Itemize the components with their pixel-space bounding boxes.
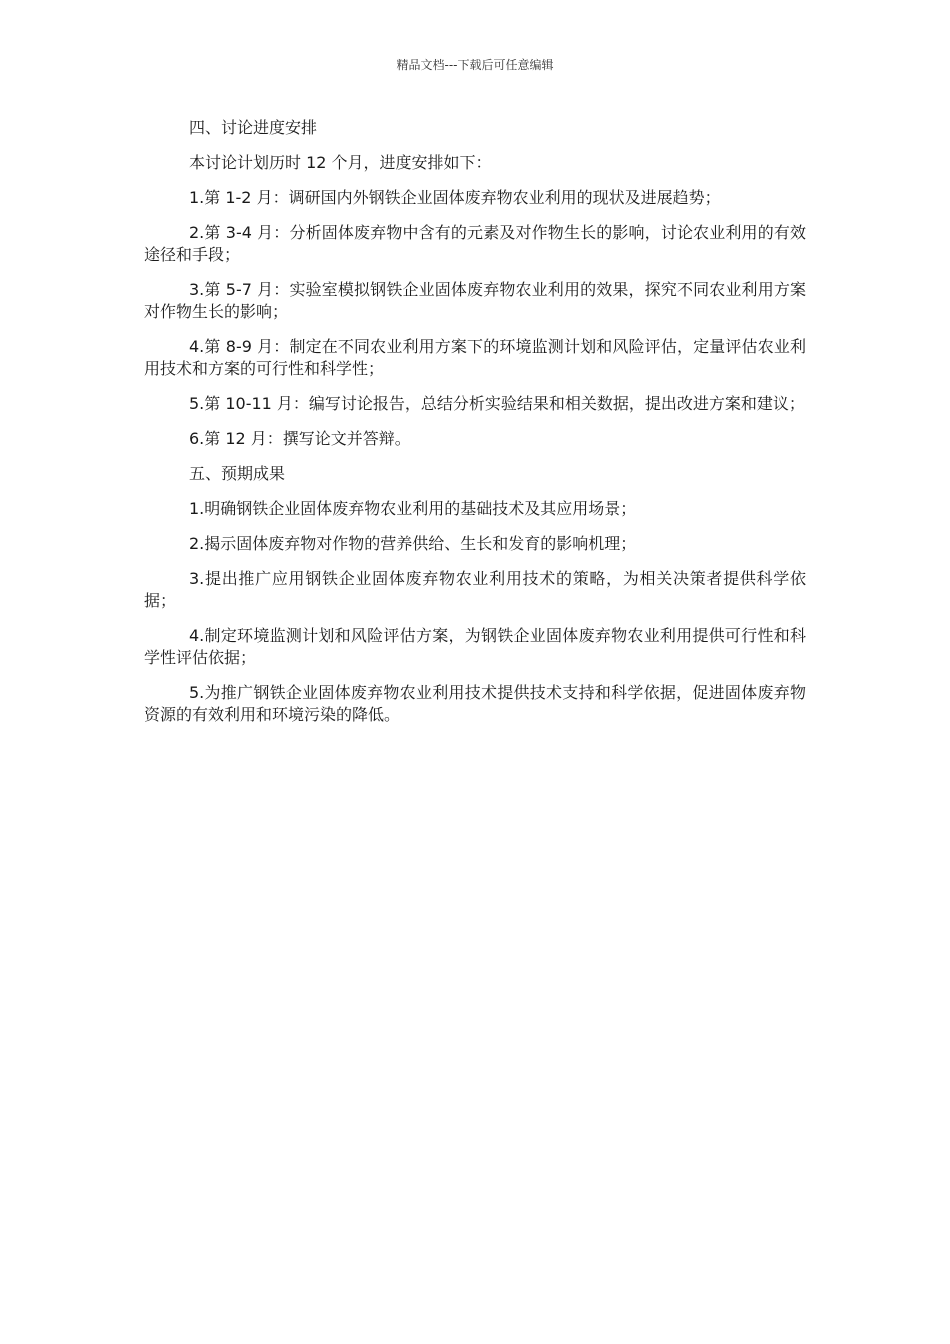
list-item-outcome-1: 1.明确钢铁企业固体废弃物农业利用的基础技术及其应用场景； [189,499,637,518]
list-item-schedule-5: 5.第 10-11 月：编写讨论报告，总结分析实验结果和相关数据，提出改进方案和建议； [189,394,805,413]
list-item-schedule-1: 1.第 1-2 月：调研国内外钢铁企业固体废弃物农业利用的现状及进展趋势； [189,188,721,207]
list-item-schedule-2: 2.第 3-4 月：分析固体废弃物中含有的元素及对作物生长的影响，讨论农业利用的有效途径和手段； [144,223,806,264]
section-heading-schedule: 四、讨论进度安排 [189,118,318,137]
list-item-outcome-4: 4.制定环境监测计划和风险评估方案，为钢铁企业固体废弃物农业利用提供可行性和科学性评估依据； [144,626,806,667]
list-item-schedule-3: 3.第 5-7 月：实验室模拟钢铁企业固体废弃物农业利用的效果，探究不同农业利用方案对作物生长的影响； [144,280,806,321]
section-heading-outcomes: 五、预期成果 [189,464,286,483]
list-item-outcome-3: 3.提出推广应用钢铁企业固体废弃物农业利用技术的策略，为相关决策者提供科学依据； [144,569,806,610]
list-item-outcome-5: 5.为推广钢铁企业固体废弃物农业利用技术提供技术支持和科学依据，促进固体废弃物资源的有效利用和环境污染的降低。 [144,683,806,724]
list-item-schedule-4: 4.第 8-9 月：制定在不同农业利用方案下的环境监测计划和风险评估，定量评估农业利用技术和方案的可行性和科学性； [144,337,806,378]
document-body [144,117,806,739]
list-item-outcome-2: 2.揭示固体废弃物对作物的营养供给、生长和发育的影响机理； [189,534,637,553]
page-header-watermark: 精品文档---下载后可任意编辑 [396,58,554,72]
paragraph-schedule-intro: 本讨论计划历时 12 个月，进度安排如下： [189,153,492,172]
list-item-schedule-6: 6.第 12 月：撰写论文并答辩。 [189,429,411,448]
